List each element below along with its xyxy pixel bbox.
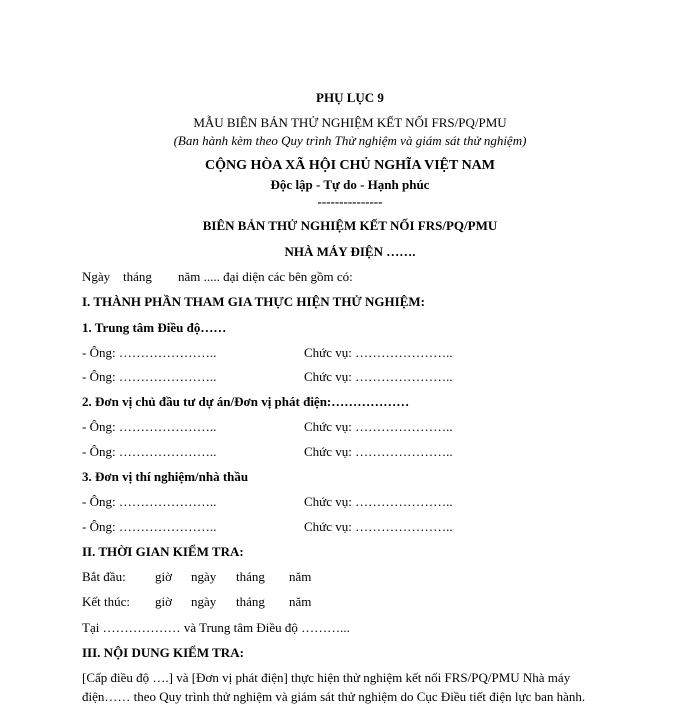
end-month-word: tháng [236, 594, 265, 609]
end-label: Kết thúc: [82, 594, 131, 609]
content-paragraph-line-1: [Cấp điều độ ….] và [Đơn vị phát điện] thực hiện thử nghiệm kết nối FRS/PQ/PMU Nhà máy [82, 670, 571, 685]
section-3-heading: III. NỘI DUNG KIỂM TRA: [82, 645, 244, 660]
appendix-label: PHỤ LỤC 9 [316, 90, 384, 105]
start-month-word: tháng [236, 569, 265, 584]
group-1-title: 1. Trung tâm Điều độ…… [82, 320, 227, 335]
plant-name: NHÀ MÁY ĐIỆN ……. [284, 244, 416, 259]
group-3-title: 3. Đơn vị thí nghiệm/nhà thầu [82, 469, 249, 484]
participant-name-field: - Ông: ………………….. [82, 419, 217, 434]
end-time-line [82, 594, 311, 610]
date-year-text: năm ..... đại diện các bên gồm có: [178, 269, 353, 284]
start-hour-word: giờ [155, 569, 172, 584]
group-2-title: 2. Đơn vị chủ đầu tư dự án/Đơn vị phát điện:……………… [82, 394, 410, 409]
content-paragraph-line-2: điện…… theo Quy trình thử nghiệm và giám sát thử nghiệm do Cục Điều tiết điện lực ban hành. [82, 689, 586, 704]
start-year-word: năm [289, 569, 312, 584]
date-day-word: Ngày [82, 269, 111, 284]
form-title: MẪU BIÊN BẢN THỬ NGHIỆM KẾT NỐI FRS/PQ/PMU [193, 115, 507, 130]
end-hour-word: giờ [155, 594, 172, 609]
participant-name-field: - Ông: ………………….. [82, 519, 217, 534]
section-2-heading: II. THỜI GIAN KIỂM TRA: [82, 544, 244, 559]
end-year-word: năm [289, 594, 312, 609]
participant-position-field: Chức vụ: ………………….. [304, 369, 453, 384]
country-name: CỘNG HÒA XÃ HỘI CHỦ NGHĨA VIỆT NAM [204, 158, 495, 173]
participant-position-field: Chức vụ: ………………….. [304, 345, 453, 360]
start-day-word: ngày [191, 569, 217, 584]
header-divider: --------------- [317, 194, 383, 209]
participant-name-field: - Ông: ………………….. [82, 369, 217, 384]
participant-name-field: - Ông: ………………….. [82, 345, 217, 360]
start-time-line [82, 569, 311, 585]
participant-name-field: - Ông: ………………….. [82, 494, 217, 509]
document-title: BIÊN BẢN THỬ NGHIỆM KẾT NỐI FRS/PQ/PMU [202, 218, 498, 233]
participant-position-field: Chức vụ: ………………….. [304, 519, 453, 534]
location-line: Tại ……………… và Trung tâm Điều độ ………... [82, 620, 350, 635]
start-label: Bắt đầu: [82, 569, 126, 584]
participant-position-field: Chức vụ: ………………….. [304, 494, 453, 509]
end-day-word: ngày [191, 594, 217, 609]
section-1-heading: I. THÀNH PHẦN THAM GIA THỰC HIỆN THỬ NGHIỆM: [82, 294, 425, 309]
date-month-word: tháng [123, 269, 152, 284]
participant-position-field: Chức vụ: ………………….. [304, 419, 453, 434]
participant-name-field: - Ông: ………………….. [82, 444, 217, 459]
motto: Độc lập - Tự do - Hạnh phúc [270, 177, 430, 192]
participant-position-field: Chức vụ: ………………….. [304, 444, 453, 459]
issued-note: (Ban hành kèm theo Quy trình Thử nghiệm và giám sát thử nghiệm) [173, 133, 527, 148]
date-line [82, 269, 353, 285]
